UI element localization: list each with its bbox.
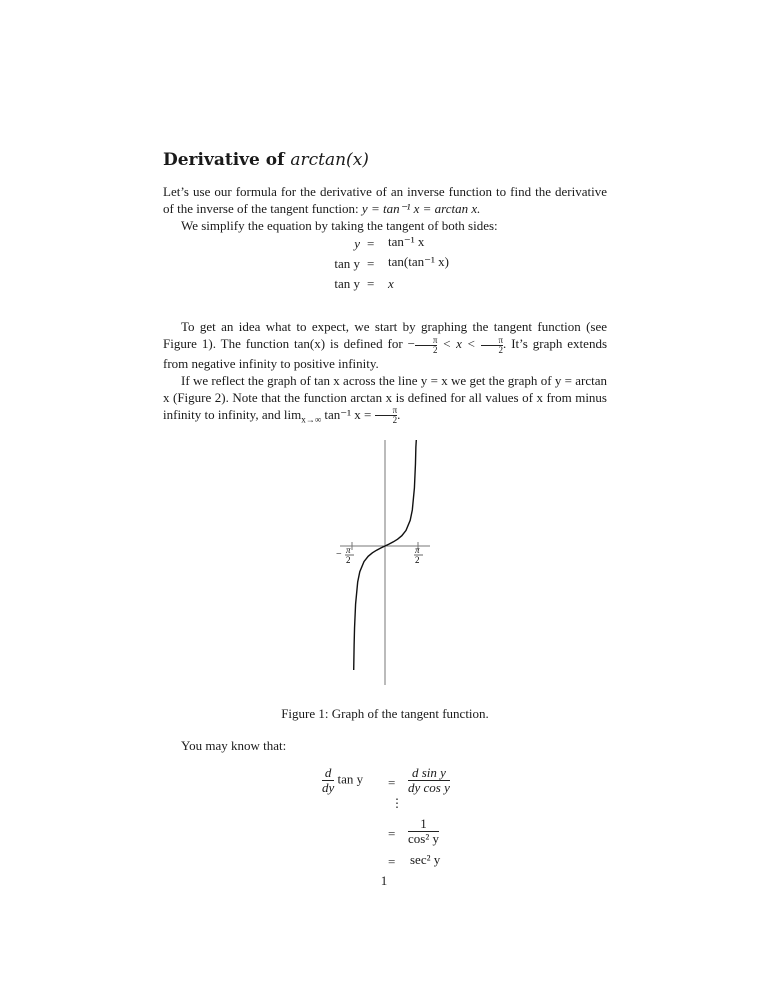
intro-text: Let’s use our formula for the derivative of an inverse function to find the derivative of the inverse of the tangent function: xyxy=(163,184,607,216)
vdots: ⋮ xyxy=(391,796,403,810)
reflect-text-b: tan⁻¹ x = xyxy=(321,406,375,422)
reflect-text-a: If we reflect the graph of tan x across the line y = x we get the graph of y = arctan x (Figure 2). Note that the function arctan x is defined for all values of x from minus infinity to infinity, and lim xyxy=(163,372,607,422)
rhs-quotient: $\frac{\text{d sin y}}{\text{dy cos y}}$ xyxy=(408,765,450,795)
svg-text:π: π xyxy=(415,545,420,555)
lhs-derivative: $\frac{d}{dy}$ tan y xyxy=(322,765,364,795)
know-paragraph xyxy=(163,737,607,754)
eq2-equals-2: = xyxy=(388,826,396,841)
page-number: 1 xyxy=(380,873,388,888)
svg-text:2: 2 xyxy=(415,555,420,565)
reflect-text-c: . xyxy=(397,406,401,422)
rhs-reciprocal: $\frac{1}{\text{cos² y}}$ xyxy=(408,816,439,846)
intro-paragraph xyxy=(163,183,607,234)
eq2-equals-3: = xyxy=(388,854,396,869)
figure-caption: Figure 1: Graph of the tangent function. xyxy=(281,706,489,721)
section-title-math: arctan(x) xyxy=(290,150,369,170)
limit-subscript: x→∞ xyxy=(301,414,322,425)
graph-text-b: < x < xyxy=(437,336,481,351)
neg-pi-over-2: $\frac{\pi}{2}$ xyxy=(415,336,438,355)
rhs-secant: sec² y xyxy=(410,852,441,867)
eq2-equals-1: = xyxy=(388,775,396,790)
svg-text:−: − xyxy=(336,549,342,560)
intro-math: y = tan⁻¹ x = arctan x. xyxy=(361,201,481,216)
tick-label-left xyxy=(336,545,354,565)
know-text: You may know that: xyxy=(181,738,287,753)
svg-text:2: 2 xyxy=(346,555,351,565)
tangent-graph xyxy=(330,440,440,685)
limit-pi-over-2: $\frac{\pi}{2}$ xyxy=(375,406,398,425)
equation-block-2 xyxy=(300,766,520,876)
graph-text-a: To get an idea what to expect, we start by graphing the tangent function (see Figure 1). The function tan(x) is defined for − xyxy=(163,319,607,351)
graph-paragraph xyxy=(163,318,607,428)
section-title xyxy=(163,150,369,170)
simplify-text: We simplify the equation by taking the tangent of both sides: xyxy=(181,218,498,233)
graph-text-c: . It’s graph extends from negative infinity to positive infinity. xyxy=(163,336,607,371)
section-title-text: Derivative of xyxy=(163,150,291,170)
tick-label-right xyxy=(414,545,423,565)
equation-block-1: y = tan⁻¹ x tan y = tan(tan⁻¹ x) tan y = x xyxy=(334,234,449,291)
pi-over-2: $\frac{\pi}{2}$ xyxy=(481,336,504,355)
svg-text:π: π xyxy=(346,545,351,555)
